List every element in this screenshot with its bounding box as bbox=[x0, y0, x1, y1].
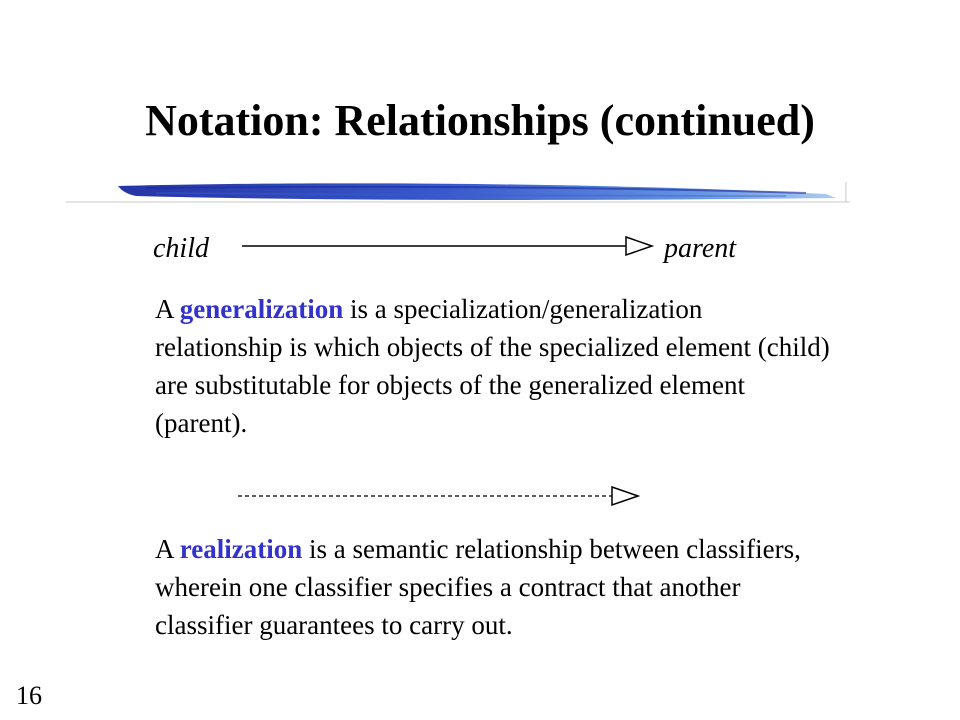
realization-term: realization bbox=[179, 534, 303, 564]
generalization-definition: A generalization is a specialization/generalization relationship is which objects of the specialized element (child) are substitutable for objects of the generalized element (parent). bbox=[155, 294, 830, 438]
slide-title: Notation: Relationships (continued) bbox=[145, 96, 815, 145]
generalization-term: generalization bbox=[179, 294, 344, 324]
parent-label: parent bbox=[664, 233, 737, 264]
child-label: child bbox=[153, 233, 209, 264]
title-underline-brush-stroke bbox=[66, 178, 850, 208]
slide-number: 16 bbox=[16, 681, 42, 710]
realization-definition: A realization is a semantic relationship between classifiers, wherein one classifier specifies a contract that another classifier guarantees to carry out. bbox=[155, 534, 801, 640]
generalization-arrow bbox=[240, 234, 660, 262]
realization-arrow bbox=[236, 482, 648, 510]
